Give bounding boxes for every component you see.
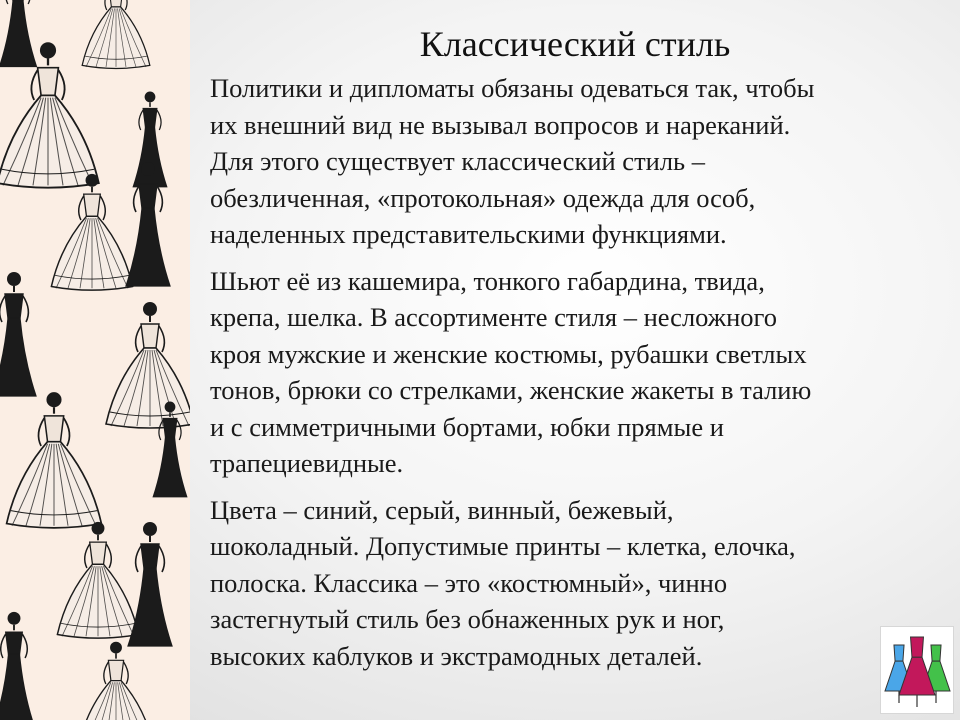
text-line: крепа, шелка. В ассортименте стиля – несложного [210, 302, 777, 332]
dress-figure-icon [82, 0, 150, 68]
text-line: Цвета – синий, серый, винный, бежевый, [210, 494, 674, 525]
dress-figure-icon [0, 272, 36, 396]
dress-figure-icon [7, 392, 102, 528]
dress-figure-icon [51, 174, 132, 290]
text-line: наделенных представительскими функциями. [210, 219, 727, 249]
text-line: обезличенная, «протокольная» одежда для особ, [210, 182, 756, 213]
dresses-thumbnail [880, 626, 954, 714]
slide-title: Классический стиль [419, 24, 731, 64]
paragraph-colors [210, 492, 945, 675]
colorful-dresses-icon [881, 627, 953, 713]
text-line: их внешний вид не вызывал вопросов и нареканий. [210, 109, 791, 140]
paragraph-fabrics [210, 263, 945, 482]
text-line: высоких каблуков и экстрамодных деталей. [210, 640, 703, 671]
text-line: Шьют её из кашемира, тонкого габардина, твида, [210, 265, 765, 296]
dress-figure-icon [57, 522, 138, 638]
dress-figure-icon [106, 302, 190, 428]
dress-sketches-illustration [0, 0, 190, 720]
text-line: шоколадный. Допустимые принты – клетка, елочка, [210, 531, 796, 561]
text-line: кроя мужские и женские костюмы, рубашки светлых [210, 338, 807, 369]
dress-figure-icon [0, 0, 37, 67]
dress-illustration-strip [0, 0, 190, 720]
text-line: трапециевидные. [210, 448, 404, 478]
text-line: застегнутый стиль без обнаженных рук и ног, [210, 604, 725, 634]
text-line: тонов, брюки со стрелками, женские жакеты в талию [210, 375, 812, 405]
text-line: и с симметричными бортами, юбки прямые и [210, 411, 724, 442]
dress-figure-icon [0, 612, 34, 720]
text-line: Политики и дипломаты обязаны одеваться так, чтобы [210, 73, 815, 103]
text-line: полоска. Классика – это «костюмный», чинно [210, 567, 728, 598]
text-line: Для этого существует классический стиль – [210, 146, 706, 176]
dress-figure-icon [128, 522, 172, 646]
slide-body [210, 70, 945, 684]
paragraph-politics [210, 70, 945, 253]
dress-figure-icon [79, 642, 153, 720]
